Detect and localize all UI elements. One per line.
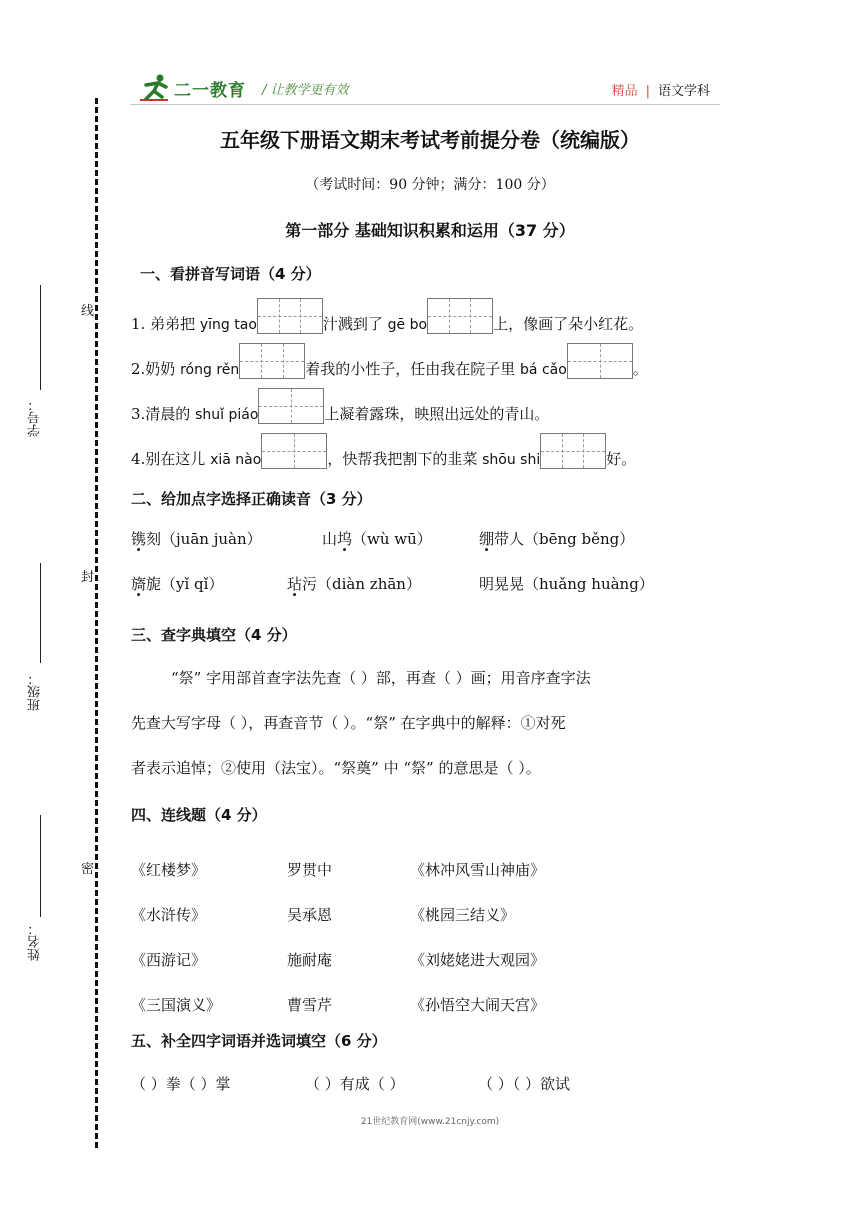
q3-pinyin-1: shuǐ piáo xyxy=(195,407,259,423)
section-4-heading: 四、连线题（4 分） xyxy=(131,806,267,824)
q1-text-a: 1. 弟弟把 xyxy=(131,315,200,333)
exam-info: （考试时间：90 分钟；满分：100 分） xyxy=(305,177,555,193)
margin-char-mi: 密 xyxy=(81,862,95,877)
q4-pinyin-2: shōu shi xyxy=(482,452,541,468)
question-3 xyxy=(131,388,549,424)
answer-grid[interactable] xyxy=(427,298,493,334)
pronunciation-item xyxy=(322,528,432,549)
item-text: 明晃晃（huǎng huàng） xyxy=(479,575,654,593)
story-item: 《桃园三结义》 xyxy=(410,906,516,924)
book-item: 《水浒传》 xyxy=(131,906,207,924)
para-line-1: “祭” 字用部首查字法先查（ ）部，再查（ ）画；用音序查字法 xyxy=(171,669,591,687)
pronunciation-item xyxy=(479,528,634,549)
section-5-heading: 五、补全四字词语并选词填空（6 分） xyxy=(131,1032,387,1050)
para-line-3: 者表示追悼；②使用（法宝）。“祭奠” 中 “祭” 的意思是（ ）。 xyxy=(131,759,541,777)
binding-line xyxy=(95,98,98,1148)
subject-label: 语文学科 xyxy=(657,84,710,99)
section-1-heading: 一、看拼音写词语（4 分） xyxy=(140,265,321,283)
q2-pinyin-1: róng rěn xyxy=(180,362,240,378)
dictionary-question xyxy=(131,656,741,791)
book-item: 《三国演义》 xyxy=(131,996,222,1014)
name-label: 姓名： xyxy=(28,922,43,961)
dotted-char: 玷 xyxy=(287,575,303,593)
idiom-blank-1: （ ）拳（ ）掌 xyxy=(131,1075,231,1093)
idiom-blank-2: （ ）有成（ ） xyxy=(305,1075,405,1093)
student-id-label: 学号： xyxy=(28,398,43,437)
item-pre: 山 xyxy=(322,530,338,548)
story-item: 《孙悟空大闹天宫》 xyxy=(410,996,546,1014)
stories-column xyxy=(410,848,545,1028)
header-divider xyxy=(130,104,720,105)
item-text: 带人（bēng běng） xyxy=(494,530,635,548)
para-line-2: 先查大写字母（ ），再查音节（ ）。“祭” 在字典中的解释：①对死 xyxy=(131,714,566,732)
q2-text-c: 。 xyxy=(632,360,648,378)
brand-logo xyxy=(138,72,349,104)
header-subject xyxy=(612,80,710,99)
pronunciation-item xyxy=(131,528,262,549)
q3-text-b: 上凝着露珠，映照出远处的青山。 xyxy=(324,405,550,423)
q4-text-c: 好。 xyxy=(606,450,637,468)
brand-slogan: / 让教学更有效 xyxy=(262,82,349,98)
q4-pinyin-1: xiā nào xyxy=(210,452,262,468)
pronunciation-item xyxy=(479,573,654,594)
margin-char-feng: 封 xyxy=(81,570,95,585)
author-item: 罗贯中 xyxy=(287,861,333,879)
answer-grid[interactable] xyxy=(540,433,606,469)
q1-pinyin-2: gē bo xyxy=(387,317,428,333)
story-item: 《林冲风雪山神庙》 xyxy=(410,861,546,879)
pronunciation-item xyxy=(131,573,223,594)
header-separator: | xyxy=(645,84,650,99)
margin-char-xian: 线 xyxy=(81,304,95,319)
q1-text-b: 汁溅到了 xyxy=(322,315,388,333)
dotted-char: 旖 xyxy=(131,575,147,593)
q4-text-b: ，快帮我把割下的韭菜 xyxy=(327,450,483,468)
answer-grid[interactable] xyxy=(567,343,633,379)
q3-text-a: 3.清晨的 xyxy=(131,405,196,423)
author-item: 吴承恩 xyxy=(287,906,333,924)
q2-pinyin-2: bá cǎo xyxy=(520,362,567,378)
q2-text-b: 着我的小性子，任由我在院子里 xyxy=(305,360,521,378)
books-column xyxy=(131,848,221,1028)
question-1 xyxy=(131,298,643,334)
item-text: 旎（yǐ qǐ） xyxy=(146,575,224,593)
pronunciation-item xyxy=(287,573,421,594)
item-text: 污（diàn zhān） xyxy=(302,575,421,593)
question-4 xyxy=(131,433,636,469)
answer-grid[interactable] xyxy=(257,298,323,334)
section-2-heading: 二、给加点字选择正确读音（3 分） xyxy=(131,490,372,508)
q4-text-a: 4.别在这儿 xyxy=(131,450,211,468)
authors-column xyxy=(287,848,332,1028)
name-line[interactable] xyxy=(40,815,41,917)
premium-label: 精品 xyxy=(611,84,638,99)
answer-grid[interactable] xyxy=(258,388,324,424)
dotted-char: 绷 xyxy=(479,530,495,548)
story-item: 《刘姥姥进大观园》 xyxy=(410,951,546,969)
idiom-blank-3: （ ）（ ）欲试 xyxy=(478,1075,571,1093)
dotted-char: 镌 xyxy=(131,530,147,548)
answer-grid[interactable] xyxy=(261,433,327,469)
runner-logo-icon xyxy=(138,73,172,103)
item-text: 刻（juān juàn） xyxy=(146,530,262,548)
q2-text-a: 2.奶奶 xyxy=(131,360,181,378)
footer-source: 21世纪教育网(www.21cnjy.com) xyxy=(360,1117,500,1127)
part-heading: 第一部分 基础知识积累和运用（37 分） xyxy=(285,221,575,240)
answer-grid[interactable] xyxy=(239,343,305,379)
dotted-char: 坞 xyxy=(337,530,353,548)
author-item: 施耐庵 xyxy=(287,951,333,969)
page-title: 五年级下册语文期末考试考前提分卷（统编版） xyxy=(220,128,640,152)
class-label: 班级： xyxy=(28,672,43,711)
student-id-line[interactable] xyxy=(40,285,41,390)
q1-text-c: 上，像画了朵小红花。 xyxy=(493,315,644,333)
class-line[interactable] xyxy=(40,563,41,663)
author-item: 曹雪芹 xyxy=(287,996,333,1014)
brand-name: 二一教育 xyxy=(174,80,246,101)
q1-pinyin-1: yīng tao xyxy=(199,317,257,333)
question-2 xyxy=(131,343,648,379)
book-item: 《红楼梦》 xyxy=(131,861,207,879)
section-3-heading: 三、查字典填空（4 分） xyxy=(131,626,297,644)
book-item: 《西游记》 xyxy=(131,951,207,969)
item-text: （wù wū） xyxy=(352,530,432,548)
